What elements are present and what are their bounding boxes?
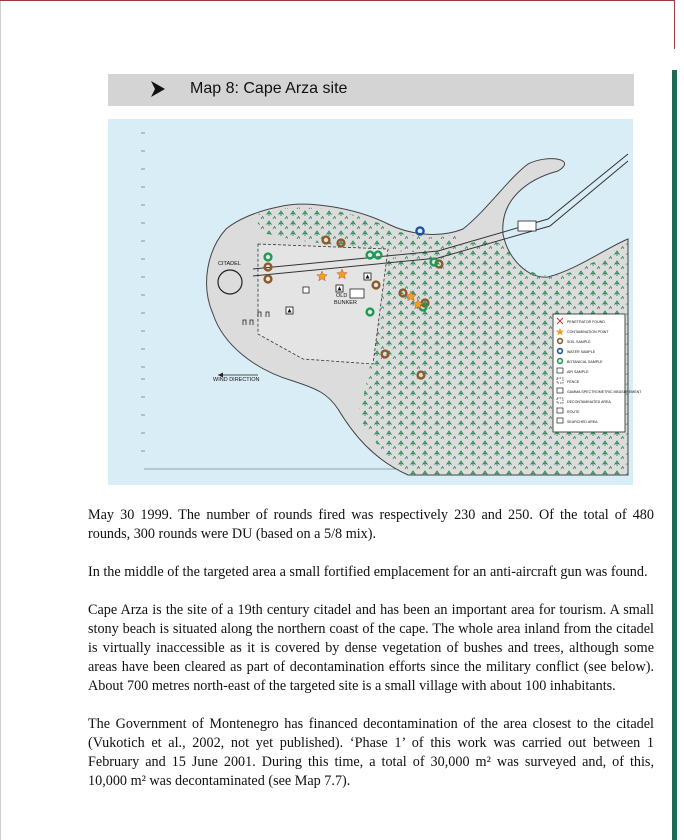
legend-label: GAMMA SPECTROMETRIC MEASUREMENT [567,390,642,394]
legend-label: ROUTE [567,410,580,414]
citadel-label: CITADEL [218,261,241,267]
arrow-bullet-icon [148,79,168,99]
paragraph-3: Cape Arza is the site of a 19th century citadel and has been an important area for tourism. A small stony beach is situated along the northern coast of the cape. The whole area inland from the citadel is virtually inaccessible as it is covered by dense vegetation of bushes and trees, although some areas have been cleared as part of decontamination efforts since the military conflict (see below). About 700 metres north-east of the targeted site is a small village with about 100 inhabitants. [88,602,654,694]
legend-label: AIR SAMPLE [567,370,589,374]
page-top-border [0,0,675,49]
bunker-label-2: BUNKER [334,300,357,306]
paragraph-4: The Government of Montenegro has financed decontamination of the area closest to the citadel (Vukotich et al., 2002, not yet published). ‘Phase 1’ of this work was carried out between 1 February and 15 June 2001. During this time, a total of 30,000 m² was surveyed and, of this, 10,000 m² was decontaminated (see Map 7.7). [88,716,654,789]
legend-label: SOIL SAMPLE [567,340,591,344]
legend-label: FENCE [567,380,580,384]
paragraph-2: In the middle of the targeted area a small fortified emplacement for an anti-aircraft gun was found. [88,564,648,580]
legend-label: CONTAMINATION POINT [567,330,609,334]
bunker-label-1: OLD [336,293,348,299]
legend-label: SEARCHED AREA [567,420,598,424]
old-bunker [350,289,364,298]
map-header-bar [108,74,634,106]
legend-label: PENETRATOR FOUND [567,320,606,324]
page-right-bar [672,70,677,840]
page-left-border [0,0,1,840]
legend-label: BOTANICAL SAMPLE [567,360,603,364]
map-title: Map 8: Cape Arza site [190,80,348,97]
legend-label: WATER SAMPLE [567,350,596,354]
legend-label: DECONTAMINATED AREA [567,400,611,404]
cape-arza-map [108,119,642,485]
wind-direction-label: WIND DIRECTION [213,377,260,383]
body-text [88,506,654,810]
paragraph-1: May 30 1999. The number of rounds fired was respectively 230 and 250. Of the total of 480 rounds, 300 rounds were DU (based on a 5/8 mix). [88,507,654,542]
